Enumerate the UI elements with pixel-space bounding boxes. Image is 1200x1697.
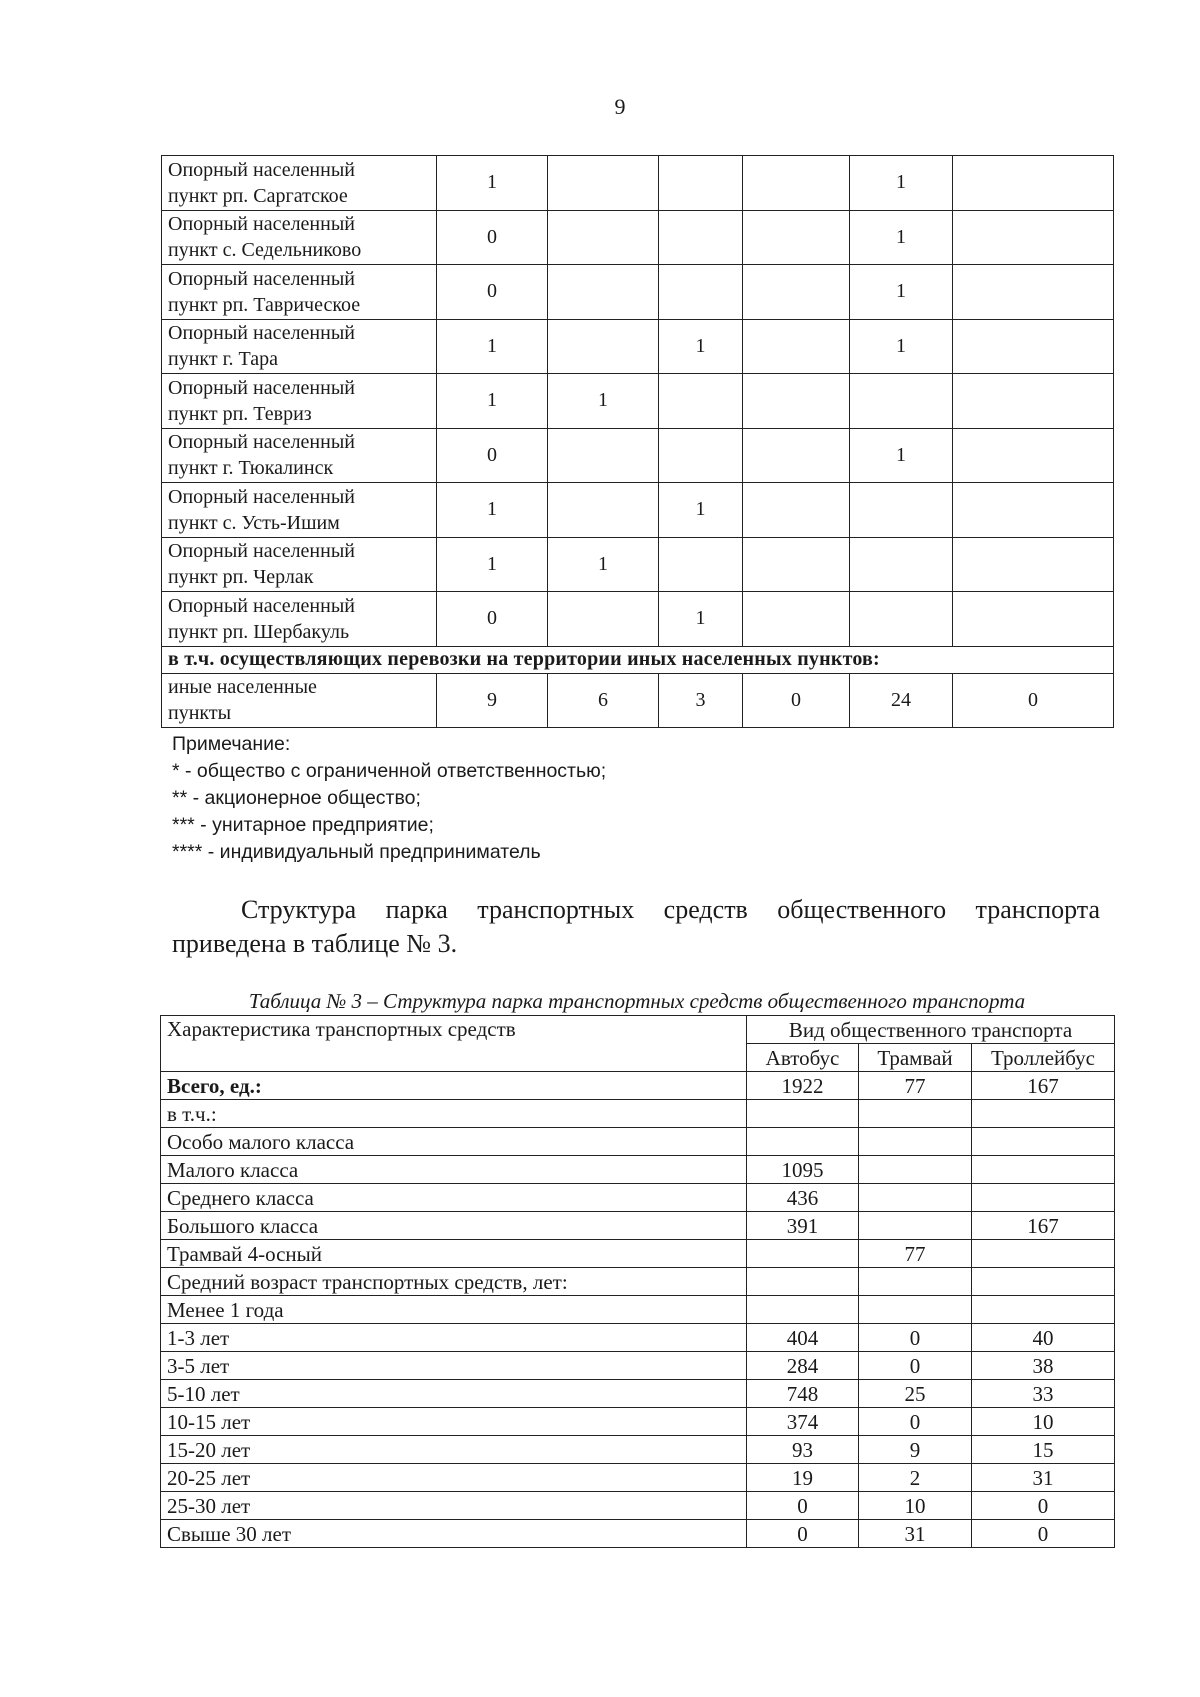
table-row [161,1268,1115,1296]
count-cell: 1 [850,265,953,320]
row-label: 25-30 лет [161,1492,747,1520]
count-cell [659,265,743,320]
count-cell [953,319,1114,374]
value-cell: 167 [972,1072,1115,1100]
settlement-name [162,319,437,374]
settlement-name-line: пункт с. Седельниково [168,239,362,262]
settlement-name-line: Опорный населенный [168,322,355,345]
count-cell [659,428,743,483]
settlement-name [162,483,437,538]
note-item: *** - унитарное предприятие; [172,814,434,836]
count-cell [743,592,850,647]
count-cell [743,537,850,592]
settlement-name-line: пункт с. Усть-Ишим [168,511,340,534]
settlement-name [162,592,437,647]
value-cell: 19 [747,1464,859,1492]
value-cell: 0 [972,1520,1115,1548]
count-cell: 1 [437,483,548,538]
settlement-name-line: пункт рп. Саргатское [168,184,348,207]
value-cell: 2 [859,1464,972,1492]
settlement-name-line: Опорный населенный [168,485,355,508]
count-cell [548,592,659,647]
value-cell: 93 [747,1436,859,1464]
count-cell: 3 [659,673,743,728]
table-row [161,1156,1115,1184]
row-label: Трамвай 4-осный [161,1240,747,1268]
table3-caption: Таблица № 3 – Структура парка транспортных средств общественного транспорта [248,989,1026,1013]
table-row [162,265,1114,320]
value-cell [859,1212,972,1240]
count-cell: 1 [850,428,953,483]
value-cell: 40 [972,1324,1115,1352]
table-row [162,156,1114,211]
section-row [162,646,1114,673]
count-cell: 1 [548,374,659,429]
header-trolleybus: Троллейбус [972,1044,1115,1072]
header-bus: Автобус [747,1044,859,1072]
page-number: 9 [614,94,626,119]
value-cell: 10 [972,1408,1115,1436]
table-row [162,483,1114,538]
value-cell [972,1100,1115,1128]
count-cell [548,428,659,483]
count-cell [743,156,850,211]
value-cell: 15 [972,1436,1115,1464]
value-cell [859,1128,972,1156]
row-label: 5-10 лет [161,1380,747,1408]
settlement-name [162,673,437,728]
count-cell: 1 [437,374,548,429]
count-cell: 1 [850,156,953,211]
row-label: в т.ч.: [161,1100,747,1128]
count-cell: 1 [659,592,743,647]
table-row [161,1212,1115,1240]
count-cell: 0 [437,210,548,265]
count-cell: 1 [850,210,953,265]
table-row [161,1492,1115,1520]
value-cell: 0 [747,1520,859,1548]
count-cell [659,156,743,211]
count-cell: 0 [437,428,548,483]
table-row [162,374,1114,429]
count-cell: 1 [659,483,743,538]
table-row [161,1128,1115,1156]
value-cell [747,1268,859,1296]
value-cell [972,1156,1115,1184]
value-cell [972,1128,1115,1156]
count-cell [953,483,1114,538]
row-label: Менее 1 года [161,1296,747,1324]
table-row [161,1464,1115,1492]
paragraph-line-1: Структура парка транспортных средств общественного транспорта [241,895,1100,924]
value-cell: 33 [972,1380,1115,1408]
count-cell [548,319,659,374]
row-label: Среднего класса [161,1184,747,1212]
settlement-name-line: Опорный населенный [168,431,355,454]
table-row [161,1296,1115,1324]
settlements-table [161,155,1114,728]
table-row [161,1408,1115,1436]
settlement-name [162,428,437,483]
value-cell: 0 [859,1324,972,1352]
value-cell [747,1296,859,1324]
value-cell: 748 [747,1380,859,1408]
notes [172,731,606,866]
value-cell: 391 [747,1212,859,1240]
table-row [162,537,1114,592]
count-cell: 0 [953,673,1114,728]
row-label: Всего, ед.: [161,1072,747,1100]
count-cell [548,483,659,538]
count-cell [743,210,850,265]
value-cell: 77 [859,1072,972,1100]
count-cell [659,210,743,265]
value-cell: 31 [859,1520,972,1548]
table-row [161,1324,1115,1352]
table-row [161,1380,1115,1408]
row-label: Особо малого класса [161,1128,747,1156]
count-cell: 0 [437,265,548,320]
settlement-name-line: Опорный населенный [168,213,355,236]
count-cell [953,374,1114,429]
value-cell [859,1268,972,1296]
count-cell [953,265,1114,320]
settlement-name-line: Опорный населенный [168,158,355,181]
value-cell [972,1268,1115,1296]
row-label: Свыше 30 лет [161,1520,747,1548]
count-cell [743,265,850,320]
value-cell: 284 [747,1352,859,1380]
count-cell: 9 [437,673,548,728]
value-cell [859,1156,972,1184]
value-cell [747,1100,859,1128]
section-title: в т.ч. осуществляющих перевозки на территории иных населенных пунктов: [162,646,1114,673]
fleet-structure-table [160,1015,1115,1548]
table3-header-row [161,1016,1115,1044]
count-cell [743,483,850,538]
value-cell [747,1240,859,1268]
value-cell: 1922 [747,1072,859,1100]
row-label: 3-5 лет [161,1352,747,1380]
value-cell: 0 [859,1408,972,1436]
count-cell [850,537,953,592]
count-cell [953,156,1114,211]
value-cell [859,1184,972,1212]
table-row [162,428,1114,483]
settlement-name [162,265,437,320]
count-cell [548,265,659,320]
settlement-name-line: Опорный населенный [168,376,355,399]
value-cell: 25 [859,1380,972,1408]
table-row [161,1436,1115,1464]
count-cell: 24 [850,673,953,728]
count-cell [548,156,659,211]
count-cell [850,374,953,429]
value-cell [972,1240,1115,1268]
count-cell [743,319,850,374]
body-paragraph [172,893,1100,961]
count-cell: 1 [437,156,548,211]
count-cell: 1 [437,319,548,374]
value-cell: 167 [972,1212,1115,1240]
count-cell [850,592,953,647]
table-row [162,319,1114,374]
count-cell [953,210,1114,265]
value-cell: 9 [859,1436,972,1464]
settlement-name [162,210,437,265]
settlement-name [162,537,437,592]
notes-title: Примечание: [172,733,291,755]
settlement-name-line: пункт г. Тара [168,348,279,371]
settlement-name-line: иные населенные [168,676,317,699]
row-label: Малого класса [161,1156,747,1184]
count-cell [548,210,659,265]
count-cell [743,428,850,483]
settlement-name [162,156,437,211]
header-characteristic: Характеристика транспортных средств [161,1016,747,1072]
settlement-name [162,374,437,429]
count-cell [659,374,743,429]
settlement-name-line: пункты [168,702,232,725]
value-cell [972,1296,1115,1324]
table-row [161,1100,1115,1128]
value-cell: 10 [859,1492,972,1520]
settlement-name-line: пункт г. Тюкалинск [168,457,334,480]
row-label: 10-15 лет [161,1408,747,1436]
value-cell [859,1100,972,1128]
value-cell: 0 [972,1492,1115,1520]
count-cell: 0 [743,673,850,728]
settlement-name-line: пункт рп. Таврическое [168,293,361,316]
count-cell [743,374,850,429]
value-cell: 436 [747,1184,859,1212]
value-cell: 0 [747,1492,859,1520]
value-cell: 404 [747,1324,859,1352]
row-label: Большого класса [161,1212,747,1240]
note-item: **** - индивидуальный предприниматель [172,841,541,863]
value-cell: 0 [859,1352,972,1380]
count-cell [953,537,1114,592]
table-row [161,1240,1115,1268]
value-cell [972,1184,1115,1212]
count-cell [659,537,743,592]
count-cell: 1 [659,319,743,374]
count-cell: 1 [850,319,953,374]
value-cell: 1095 [747,1156,859,1184]
count-cell: 1 [437,537,548,592]
header-transport-kind: Вид общественного транспорта [747,1016,1115,1044]
count-cell: 1 [548,537,659,592]
paragraph-line-2: приведена в таблице № 3. [172,929,458,958]
table-row [161,1520,1115,1548]
value-cell: 38 [972,1352,1115,1380]
count-cell [953,592,1114,647]
value-cell: 31 [972,1464,1115,1492]
count-cell: 6 [548,673,659,728]
table-row [161,1352,1115,1380]
note-item: * - общество с ограниченной ответственностью; [172,760,607,782]
table-row [161,1072,1115,1100]
row-label: 15-20 лет [161,1436,747,1464]
note-item: ** - акционерное общество; [172,787,421,809]
settlement-name-line: пункт рп. Тевриз [168,402,312,425]
table-row [162,592,1114,647]
row-label: 1-3 лет [161,1324,747,1352]
table-row [162,210,1114,265]
settlement-name-line: Опорный населенный [168,267,355,290]
count-cell [850,483,953,538]
count-cell: 0 [437,592,548,647]
row-label: Средний возраст транспортных средств, лет: [161,1268,747,1296]
value-cell [747,1128,859,1156]
settlement-name-line: Опорный населенный [168,540,355,563]
settlement-name-line: Опорный населенный [168,594,355,617]
header-tram: Трамвай [859,1044,972,1072]
count-cell [953,428,1114,483]
table-row [161,1184,1115,1212]
row-label: 20-25 лет [161,1464,747,1492]
settlement-name-line: пункт рп. Шербакуль [168,620,350,643]
value-cell [859,1296,972,1324]
settlement-name-line: пункт рп. Черлак [168,566,314,589]
table-row [162,673,1114,728]
value-cell: 374 [747,1408,859,1436]
value-cell: 77 [859,1240,972,1268]
